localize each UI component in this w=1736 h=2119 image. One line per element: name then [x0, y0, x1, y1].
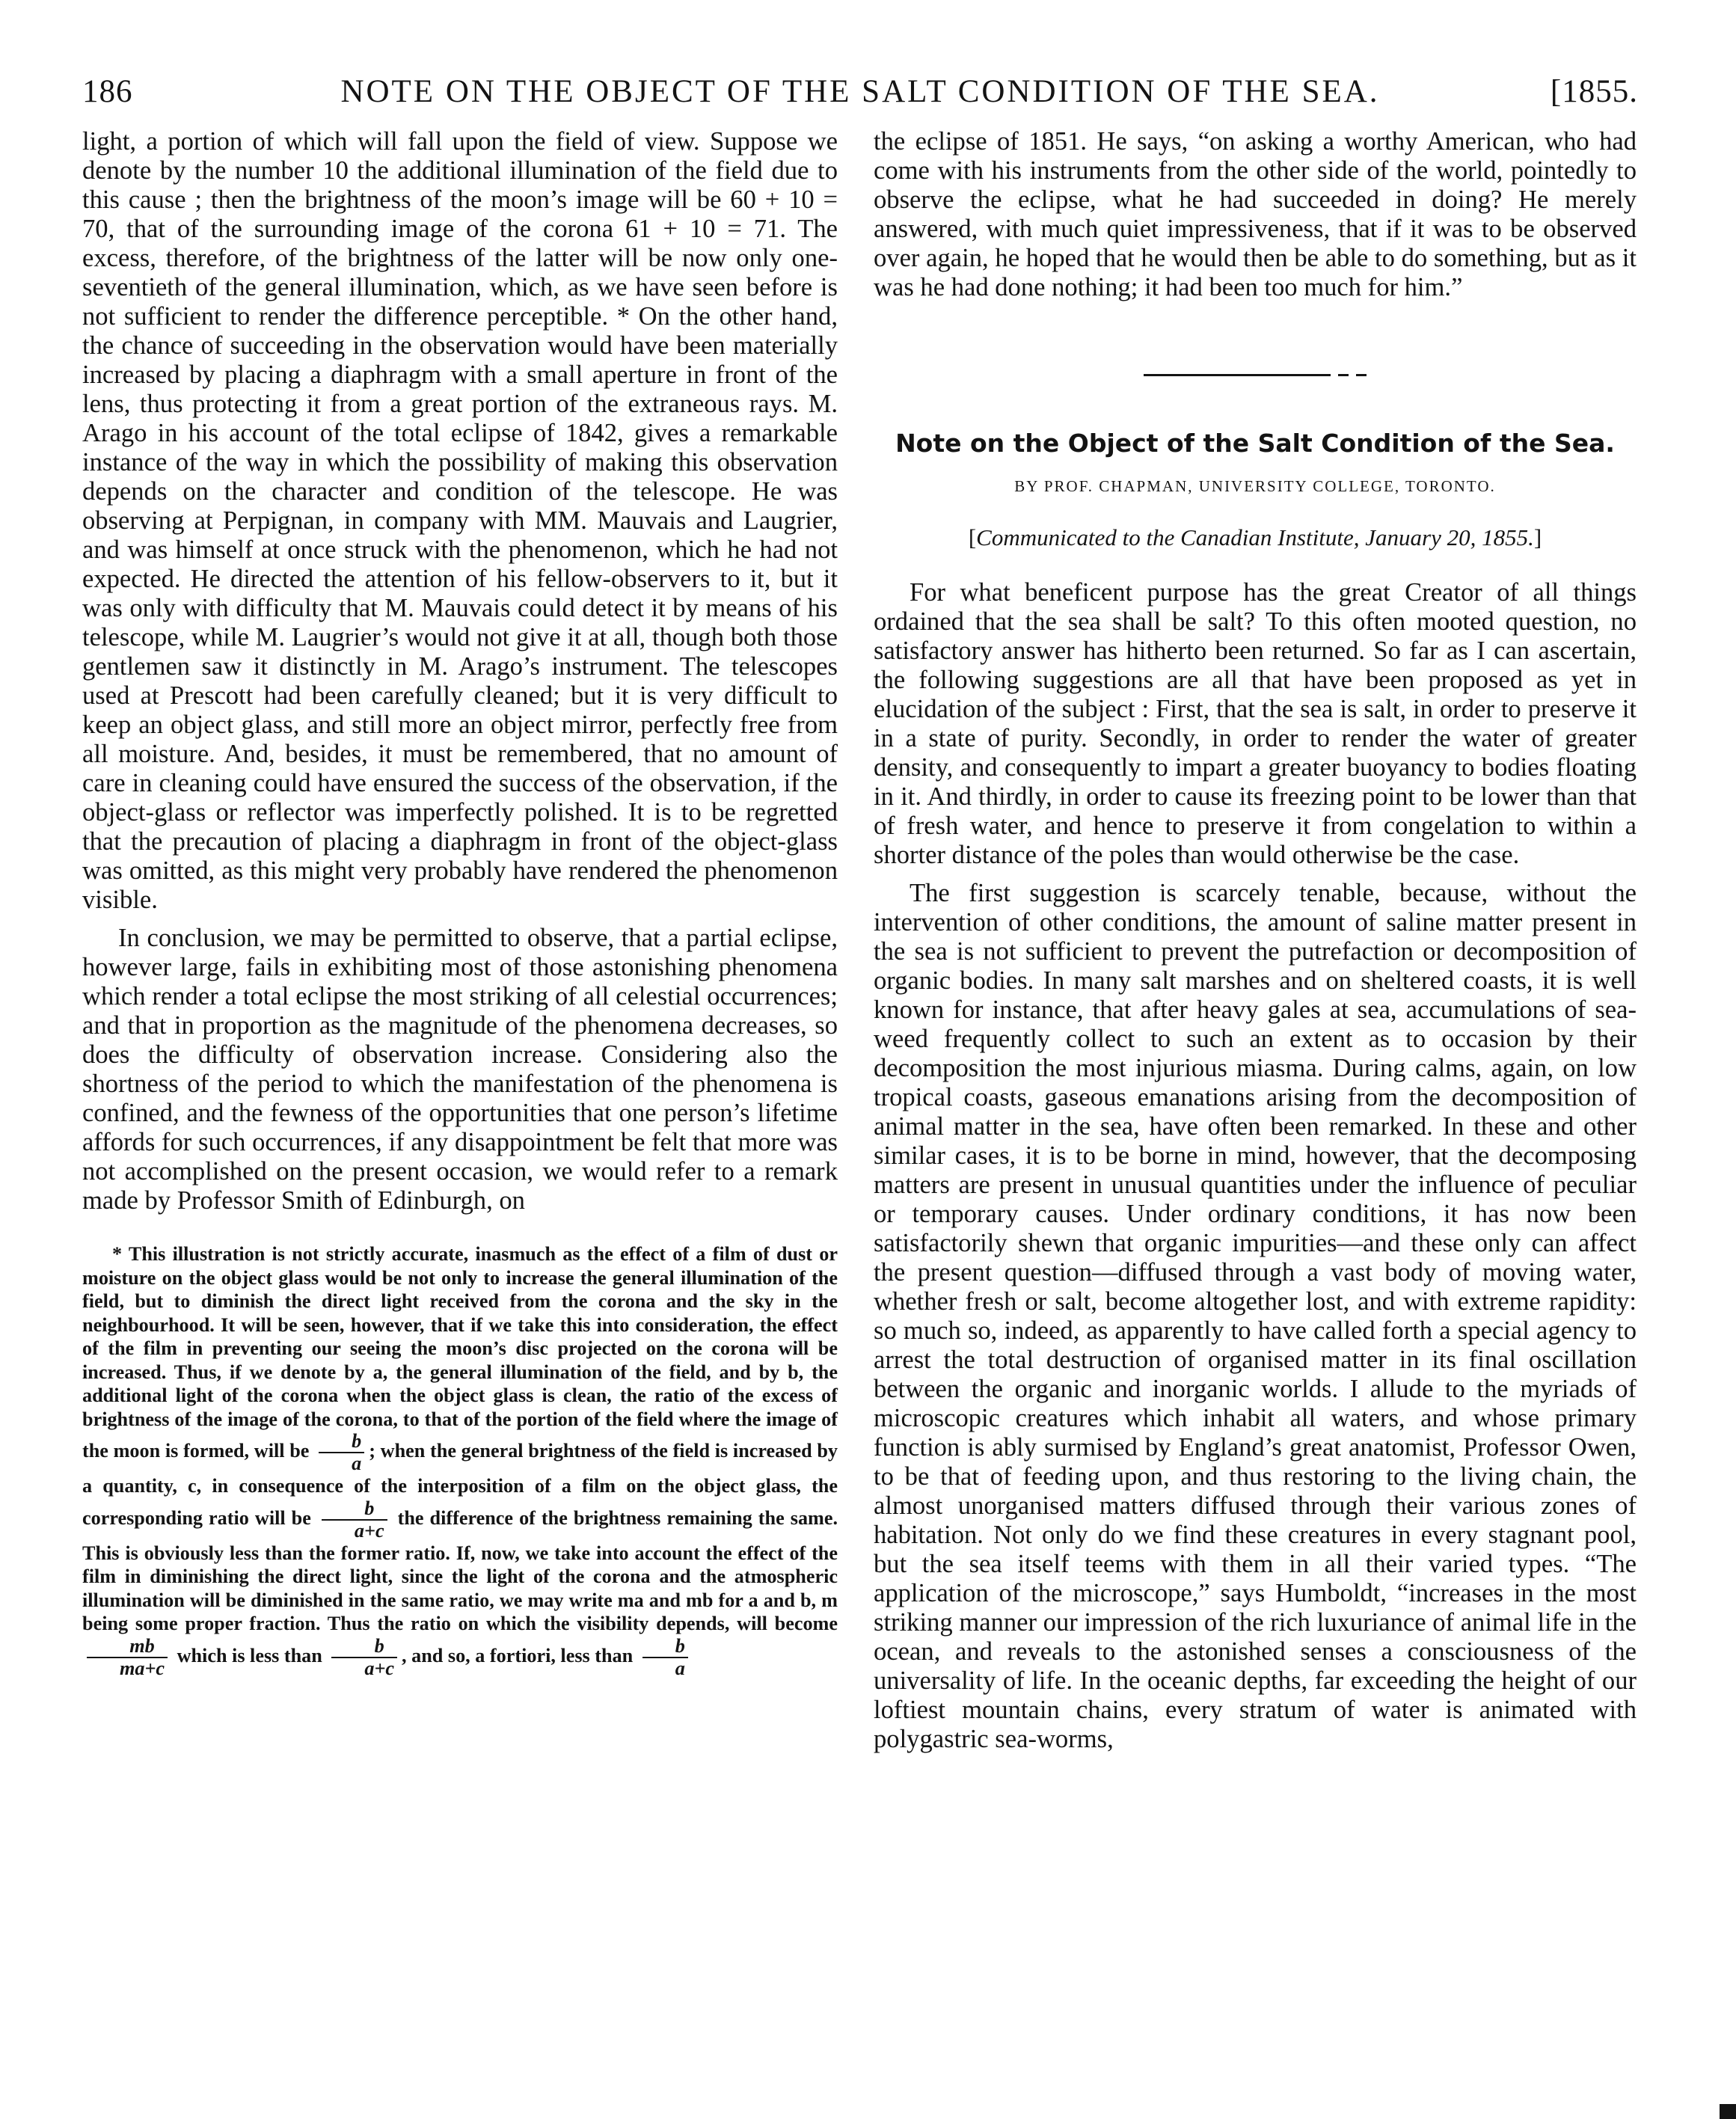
paragraph-quote: the eclipse of 1851. He says, “on asking a worthy American, who had come with his instruments from the other side of the world, pointedly to observe the eclipse, what he had succeeded in doing? He merely answered, with much quiet impressiveness, that if it was to be observed over again, he hoped that he would then be able to do something, but as it was he had done nothing; it had been too much for him.” — [874, 127, 1637, 301]
page-number: 186 — [82, 74, 133, 109]
fraction-b-over-a-plus-c-2: $\frac{b}{a+c}$ — [331, 1636, 397, 1679]
section-divider — [874, 374, 1637, 376]
running-header — [82, 73, 1638, 118]
divider-line — [1144, 374, 1331, 376]
footnote-text: * This illustration is not strictly accurate, inasmuch as the effect of a film of dust or moisture on the object glass would be not only to increase the general illumination of the field, but to diminish the direct light received from the corona and the sky in the neighbourhood. It will be seen, however, that if we take this into consideration, the effect of the film in preventing our seeing the moon’s disc projected on the corona will be increased. Thus, if we denote by a, the general illumination of the field, and by b, the additional light of the corona when the object glass is clean, the ratio of the excess of brightness of the image of the corona, to that of the portion of the field where the image of the moon is formed, will be $\frac{b}{a}$ ; when the general brightness of the field is increased by a quantity, c, in consequence of the interposition of a film on the object glass, the corresponding ratio will be $\frac{b}{a+c}$ the difference of the brightness remaining the same. This is obviously less than the former ratio. If, now, we take into account the effect of the film in diminishing the direct light, since the light of the corona and the atmospheric illumination will be diminished in the same ratio, we may write ma and mb for a and b, m being some proper fraction. Thus the ratio on which the visibility depends, will become $\frac{mb}{ma+c}$ which is less than $\frac{b}{a+c}$ , and so, a fortiori, less than $\frac{b}{a}$ — [82, 1243, 838, 1679]
left-column — [82, 127, 838, 1679]
right-column-continuation — [874, 127, 1637, 302]
divider-dash — [1356, 374, 1367, 376]
fraction-b-over-a: $\frac{b}{a}$ — [319, 1431, 364, 1474]
fraction-mb-over-ma-plus-c: $\frac{mb}{ma+c}$ — [87, 1636, 168, 1679]
paragraph-conclusion: In conclusion, we may be permitted to observe, that a partial eclipse, however large, fails in exhibiting most of those astonishing phenomena which render a total eclipse the most striking of all celestial occurrences; and that in proportion as the magnitude of the phenomena decreases, so does the difficulty of observation increase. Considering also the shortness of the period to which the manifestation of the phenomena is confined, and the fewness of the opportunities that one person’s lifetime affords for such occurrences, if any disappointment be felt that more was not accomplished on the present occasion, we would refer to a remark made by Professor Smith of Edinburgh, on — [82, 924, 838, 1215]
fraction-b-over-a-plus-c: $\frac{b}{a+c}$ — [322, 1498, 387, 1542]
footnote — [82, 1242, 838, 1679]
divider-dash — [1338, 374, 1349, 376]
article-paragraph-1: For what beneficent purpose has the great Creator of all things ordained that the sea shall be salt? To this often mooted question, no satisfactory answer has hitherto been returned. So far as I can ascertain, the following suggestions are all that have been proposed as yet in elucidation of the subject : First, that the sea is salt, in order to preserve it in a state of purity. Secondly, in order to render the water of greater density, and consequently to impart a greater buoyancy to bodies floating in it. And thirdly, in order to cause its freezing point to be lower than that of fresh water, and hence to preserve it from congelation to within a shorter distance of the poles than would otherwise be the case. — [874, 578, 1637, 869]
paragraph-continued: light, a portion of which will fall upon the field of view. Suppose we denote by the number 10 the additional illumination of the field due to this cause ; then the brightness of the moon’s image will be 60 + 10 = 70, that of the surrounding image of the corona 61 + 10 = 71. The excess, therefore, of the brightness of the latter will be now only one-seventieth of the general illumination, which, as we have seen before is not sufficient to render the difference perceptible. * On the other hand, the chance of succeeding in the observation would have been materially increased by placing a diaphragm with a small aperture in front of the lens, thus protecting it from a great portion of the extraneous rays. M. Arago in his account of the total eclipse of 1842, gives a remarkable instance of the way in which the possibility of making this observation depends on the character and condition of the telescope. He was observing at Perpignan, in company with MM. Mauvais and Laugrier, and was himself at once struck with the phenomenon, which he had not expected. He directed the attention of his fellow-observers to it, but it was only with difficulty that M. Mauvais could detect it by means of his telescope, while M. Laugrier’s would not give it at all, though both those gentlemen saw it distinctly in M. Arago’s instrument. The telescopes used at Prescott had been carefully cleaned; but it is very difficult to keep an object glass, and still more an object mirror, perfectly free from all moisture. And, besides, it must be remembered, that no amount of care in cleaning could have ensured the success of the observation, if the object-glass or reflector was imperfectly polished. It is to be regretted that the precaution of placing a diaphragm in front of the object-glass was omitted, as this might very probably have rendered the phenomenon visible. — [82, 127, 838, 914]
communicated-note: [Communicated to the Canadian Institute, January 20, 1855.] — [968, 524, 1542, 551]
article-title: Note on the Object of the Salt Condition of the Sea. — [895, 429, 1615, 458]
left-column-body — [82, 127, 838, 1215]
year-label: [1855. — [1550, 74, 1638, 109]
article-body — [874, 578, 1637, 1754]
article-byline: BY PROF. CHAPMAN, UNIVERSITY COLLEGE, TORONTO. — [1014, 477, 1496, 495]
article-paragraph-2: The first suggestion is scarcely tenable, because, without the intervention of other conditions, the amount of saline matter present in the sea is not sufficient to prevent the putrefaction or decomposition of organic bodies. In many salt marshes and on sheltered coasts, it is well known for instance, that after heavy gales at sea, accumulations of sea-weed frequently collect to such an extent as to occasion by their decomposition the most injurious miasma. During calms, again, on low tropical coasts, gaseous emanations arising from the decomposition of animal matter in the sea, have often been remarked. In these and other similar cases, it is to be borne in mind, however, that the decomposing matters are present in unusual quantities under the influence of peculiar or temporary causes. Under ordinary conditions, it has now been satisfactorily shewn that organic impurities—and these only can affect the present question—diffused through a vast body of moving water, whether fresh or salt, become altogether lost, and with extreme rapidity: so much so, indeed, as apparently to have called forth a special agency to arrest the total destruction of organised matter in its final oscillation between the organic and inorganic worlds. I allude to the myriads of microscopic creatures which inhabit all waters, and whose primary function is ably surmised by England’s great anatomist, Professor Owen, to be that of feeding upon, and thus restoring to the living chain, the almost unorganised matters diffused through their various zones of habitation. Not only do we find these creatures in every stagnant pool, but the sea itself teems with them in all their varied types. “The application of the microscope,” says Humboldt, “increases in the most striking manner our impression of the rich luxuriance of animal life in the ocean, and reveals to the astonished senses a consciousness of the universality of life. In the oceanic depths, far exceeding the height of our loftiest mountain chains, every stratum of water is animated with polygastric sea-worms, — [874, 879, 1637, 1753]
right-column — [874, 127, 1637, 1754]
running-title: NOTE ON THE OBJECT OF THE SALT CONDITION OF THE SEA. — [340, 74, 1380, 109]
fraction-b-over-a-2: $\frac{b}{a}$ — [642, 1636, 688, 1679]
scan-edge-mark — [1720, 2104, 1736, 2119]
